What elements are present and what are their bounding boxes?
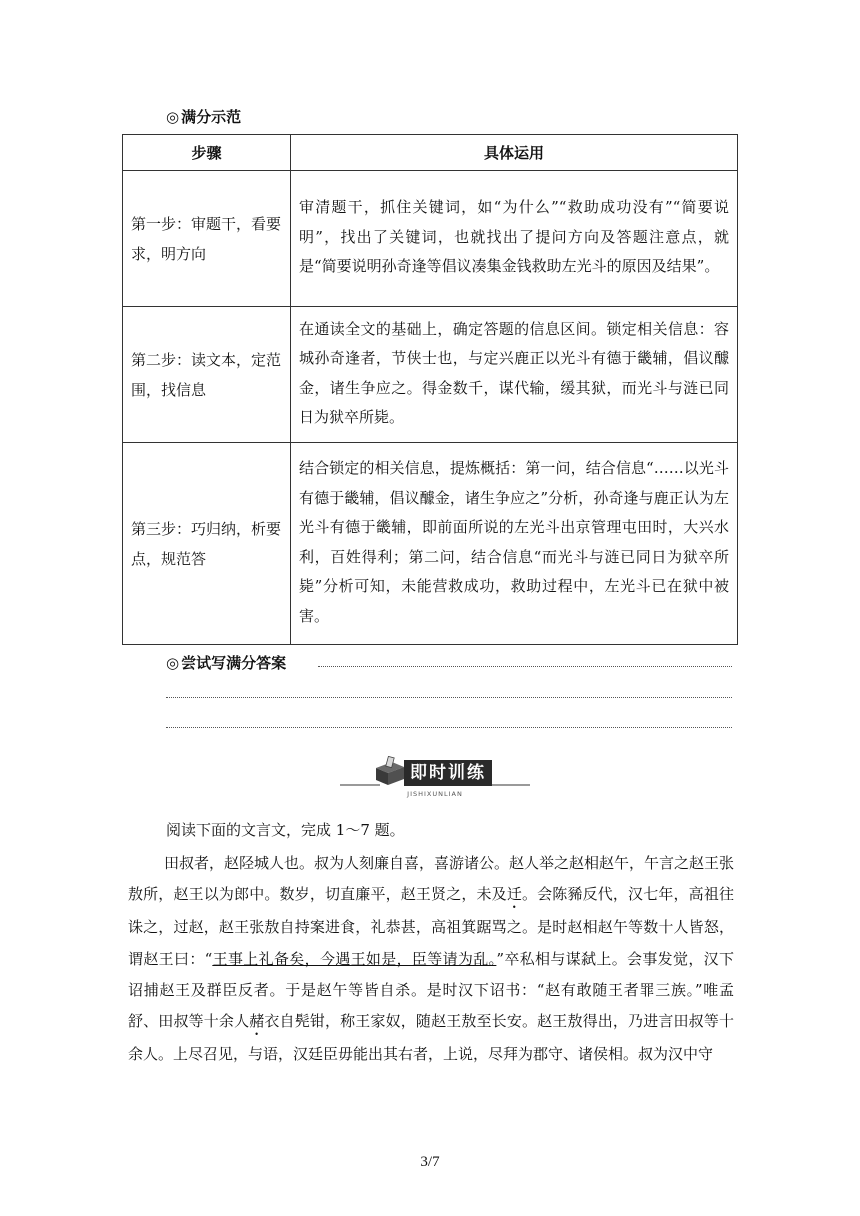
table-row [123, 443, 738, 645]
table-row [123, 307, 738, 443]
section-banner [340, 752, 530, 804]
banner-pinyin: JISHIXUNLIAN [407, 790, 463, 798]
passage-text: 衣自髡钳，称王家奴，随赵王敖至长安。赵王敖得出，乃进言田叔等十余人。上尽召见，与语，汉廷臣毋能出其右者，上说，尽拜为郡守、诸侯相。叔为汉中守 [128, 1012, 734, 1064]
passage-text: 。会陈豨反代，汉七年，高祖往诛之，过赵，赵王张敖自持案进食，礼恭甚，高祖箕踞骂之。是时赵相赵午等数十人皆怒，谓赵王曰：“ [128, 885, 734, 968]
page-number: 3/7 [420, 1154, 440, 1170]
step-cell: 第一步：审题干，看要求，明方向 [123, 171, 291, 307]
section-title: 满分示范 [181, 108, 242, 126]
use-cell: 审清题干，抓住关键词，如“为什么”“救助成功没有”“简要说明”，找出了关键词，也就找出了提问方向及答题注意点，就是“简要说明孙奇逢等倡议凑集金钱救助左光斗的原因及结果”。 [291, 171, 738, 307]
emphasized-char: 赭 [249, 1012, 265, 1031]
use-cell: 在通读全文的基础上，确定答题的信息区间。锁定相关信息：容城孙奇逢者，节侠士也，与定兴鹿正以光斗有德于畿辅，倡议醵金，诸生争应之。得金数千，谋代输，缓其狱，而光斗与涟已同日为狱卒所毙。 [291, 307, 738, 443]
table-row [123, 171, 738, 307]
table-header-use: 具体运用 [291, 135, 738, 171]
passage-text: ”卒私相与谋弑上。会事发觉，汉下诏捕赵王及群臣反者。于是赵午等皆自杀。是时汉下诏书：“赵有敢随王者罪三族。”唯孟舒、田叔等十余人 [128, 949, 734, 1031]
emphasized-char: 迁 [506, 885, 522, 904]
demo-table [122, 134, 738, 645]
section-heading-try [166, 652, 286, 673]
step-cell: 第二步：读文本，定范围，找信息 [123, 307, 291, 443]
section-heading-demo [166, 106, 241, 127]
instruction-text: 阅读下面的文言文，完成 1～7 题。 [166, 821, 405, 839]
use-cell: 结合锁定的相关信息，提炼概括：第一问，结合信息“……以光斗有德于畿辅，倡议醵金，诸生争应之”分析，孙奇逢与鹿正认为左光斗有德于畿辅，即前面所说的左光斗出京管理屯田时，大兴水利，百姓得利；第二问，结合信息“而光斗与涟已同日为狱卒所毙”分析可知，未能营救成功，救助过程中，左光斗已在狱中被害。 [291, 443, 738, 645]
circle-mark-icon: ◎ [166, 108, 180, 126]
ballot-box-icon [374, 756, 406, 786]
answer-line[interactable] [166, 697, 732, 698]
table-header-step: 步骤 [123, 135, 291, 171]
passage-text: 田叔者，赵陉城人也。叔为人刻廉自喜，喜游诸公。赵人举之赵相赵午，午言之赵王张敖所，赵王以为郎中。数岁，切直廉平，赵王贤之，未及 [128, 854, 735, 904]
classical-passage [128, 848, 734, 1070]
banner-line-right [490, 784, 530, 786]
step-cell: 第三步：巧归纳，析要点，规范答 [123, 443, 291, 645]
answer-line[interactable] [166, 727, 732, 728]
underlined-sentence: 王事上礼备矣，今遇王如是，臣等请为乱。 [212, 949, 497, 968]
circle-mark-icon: ◎ [166, 654, 180, 672]
table-header-row [123, 135, 738, 171]
section-title: 尝试写满分答案 [181, 654, 287, 672]
answer-line[interactable] [318, 666, 732, 667]
banner-label: 即时训练 [404, 760, 492, 786]
